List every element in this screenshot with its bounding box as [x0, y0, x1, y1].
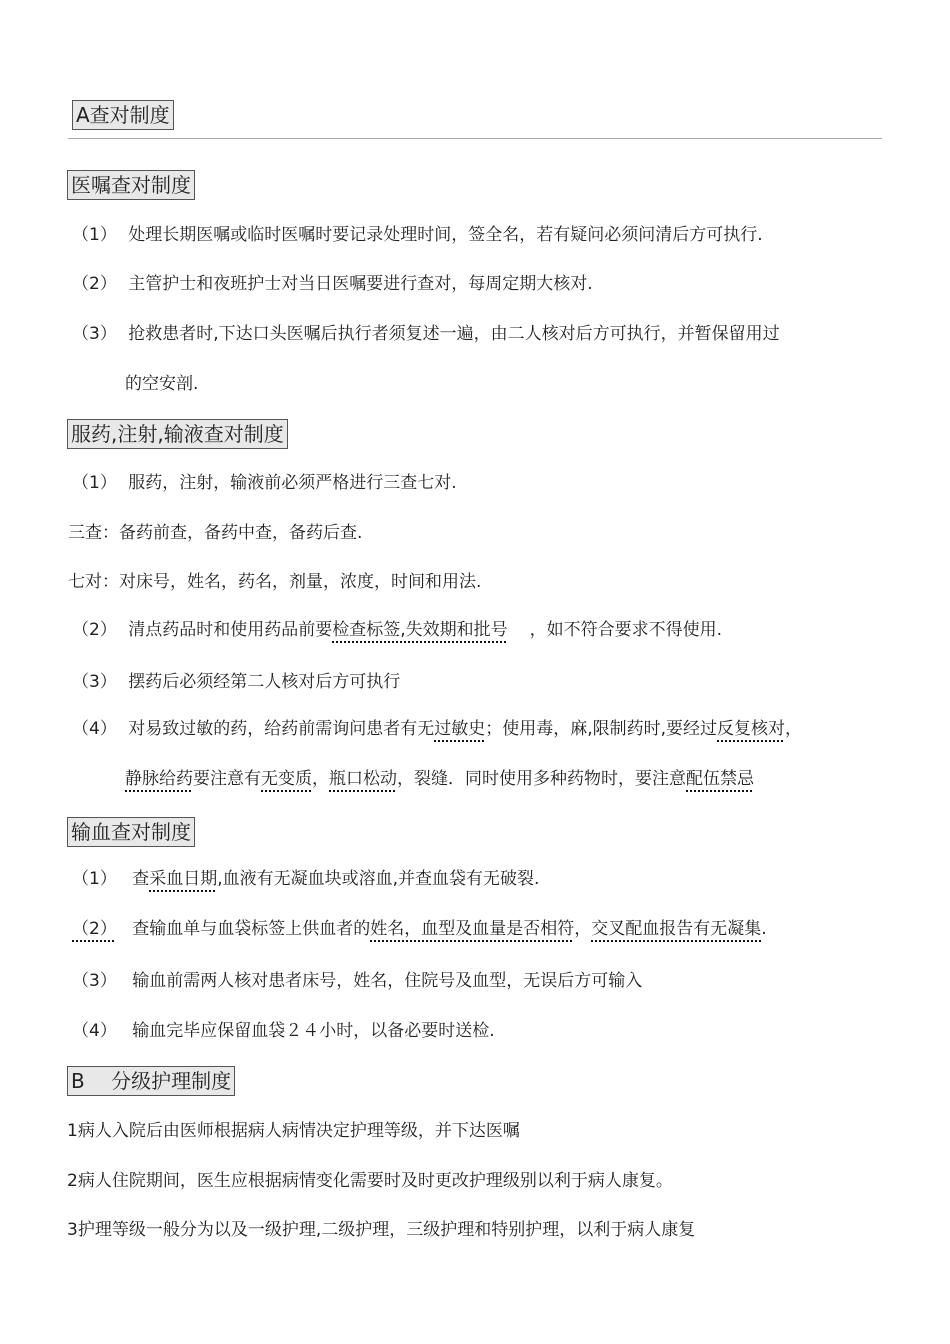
item-text: 输血前需两人核对患者床号，姓名，住院号及血型，无误后方可输入	[132, 971, 643, 991]
item-text: ，裂缝．同时使用多种药物时，要注意	[397, 769, 686, 789]
item-number: （4）	[72, 1021, 117, 1041]
item-continuation	[125, 767, 754, 791]
list-item: 3护理等级一般分为以及一级护理,二级护理，三级护理和特别护理，以利于病人康复	[67, 1220, 696, 1240]
item-number: （1）	[72, 869, 117, 889]
blood-check-title: 输血查对制度	[67, 817, 195, 847]
list-item: 1病人入院后由医师根据病人病情决定护理等级，并下达医嘱	[67, 1121, 520, 1141]
item-text: 要注意有	[193, 769, 261, 789]
section-a-title: A查对制度	[72, 100, 174, 130]
emphasis-text: 检查标签,失效期和批号	[332, 620, 508, 640]
medication-check-title: 服药,注射,输液查对制度	[67, 419, 288, 449]
order-check-title: 医嘱查对制度	[67, 170, 195, 200]
emphasis-text: 配伍禁忌	[686, 769, 754, 789]
item-text: 查	[132, 869, 150, 889]
item-continuation: 的空安剖.	[125, 374, 199, 394]
list-item	[72, 670, 400, 694]
item-text: 服药，注射，输液前必须严格进行三查七对.	[128, 473, 457, 493]
list-item	[72, 867, 539, 891]
item-text: 主管护士和夜班护士对当日医嘱要进行查对，每周定期大核对.	[128, 274, 593, 294]
list-item	[72, 618, 722, 642]
seven-matches: 七对：对床号，姓名，药名，剂量，浓度，时间和用法.	[68, 572, 482, 592]
emphasis-text: 无变质	[261, 769, 312, 789]
item-text: ,血液有无凝血块或溶血,并查血袋有无破裂.	[217, 869, 540, 889]
item-number: （1）	[72, 225, 117, 245]
list-item: 2病人住院期间，医生应根据病情变化需要时及时更改护理级别以利于病人康复。	[67, 1171, 673, 1191]
section-b-title: B 分级护理制度	[67, 1066, 235, 1096]
emphasis-text: 交叉配血报告有无凝集	[591, 919, 762, 939]
item-text: 对易致过敏的药，给药前需询问患者有无	[128, 719, 435, 739]
item-text: ，	[312, 769, 329, 789]
list-item	[72, 471, 457, 495]
list-item	[72, 1019, 495, 1043]
emphasis-text: 过敏史	[434, 719, 486, 739]
item-text: 查输血单与血袋标签上供血者的	[132, 919, 371, 939]
item-number: （3）	[72, 672, 117, 692]
item-text: ；使用毒，麻,限制药时,要经过	[485, 719, 718, 739]
item-text: 处理长期医嘱或临时医嘱时要记录处理时间，签全名，若有疑问必须问清后方可执行.	[128, 225, 763, 245]
item-number: （2）	[72, 620, 117, 640]
emphasis-text: 静脉给药	[125, 769, 193, 789]
three-checks: 三查：备药前查，备药中查，备药后查.	[68, 523, 363, 543]
item-number: （1）	[72, 473, 117, 493]
emphasis-text: 采血日期	[149, 869, 218, 889]
list-item	[72, 917, 767, 941]
item-text: 清点药品时和使用药品前要	[128, 620, 333, 640]
item-text: .	[761, 919, 767, 939]
emphasis-text: 瓶口松动	[329, 769, 397, 789]
item-number: （3）	[72, 324, 117, 344]
list-item	[72, 272, 593, 296]
emphasis-text: 姓名，血型及血量是否相符	[370, 919, 575, 939]
emphasis-text: 反复核对	[717, 719, 786, 739]
item-text: 摆药后必须经第二人核对后方可执行	[128, 672, 401, 692]
item-number: （2）	[72, 274, 117, 294]
list-item	[72, 223, 763, 247]
list-item	[72, 322, 780, 346]
section-divider	[68, 138, 882, 139]
item-text: 抢救患者时,下达口头医嘱后执行者须复述一遍，由二人核对后方可执行，并暂保留用过	[128, 324, 780, 344]
item-text: ，	[574, 919, 592, 939]
item-text: 输血完毕应保留血袋２４小时，以备必要时送检.	[132, 1021, 495, 1041]
item-text: ，如不符合要求不得使用.	[529, 620, 723, 640]
list-item	[72, 717, 802, 741]
item-number: （3）	[72, 971, 117, 991]
item-text: ，	[785, 719, 803, 739]
list-item	[72, 969, 642, 993]
item-number: （2）	[72, 919, 117, 939]
item-number: （4）	[72, 719, 117, 739]
